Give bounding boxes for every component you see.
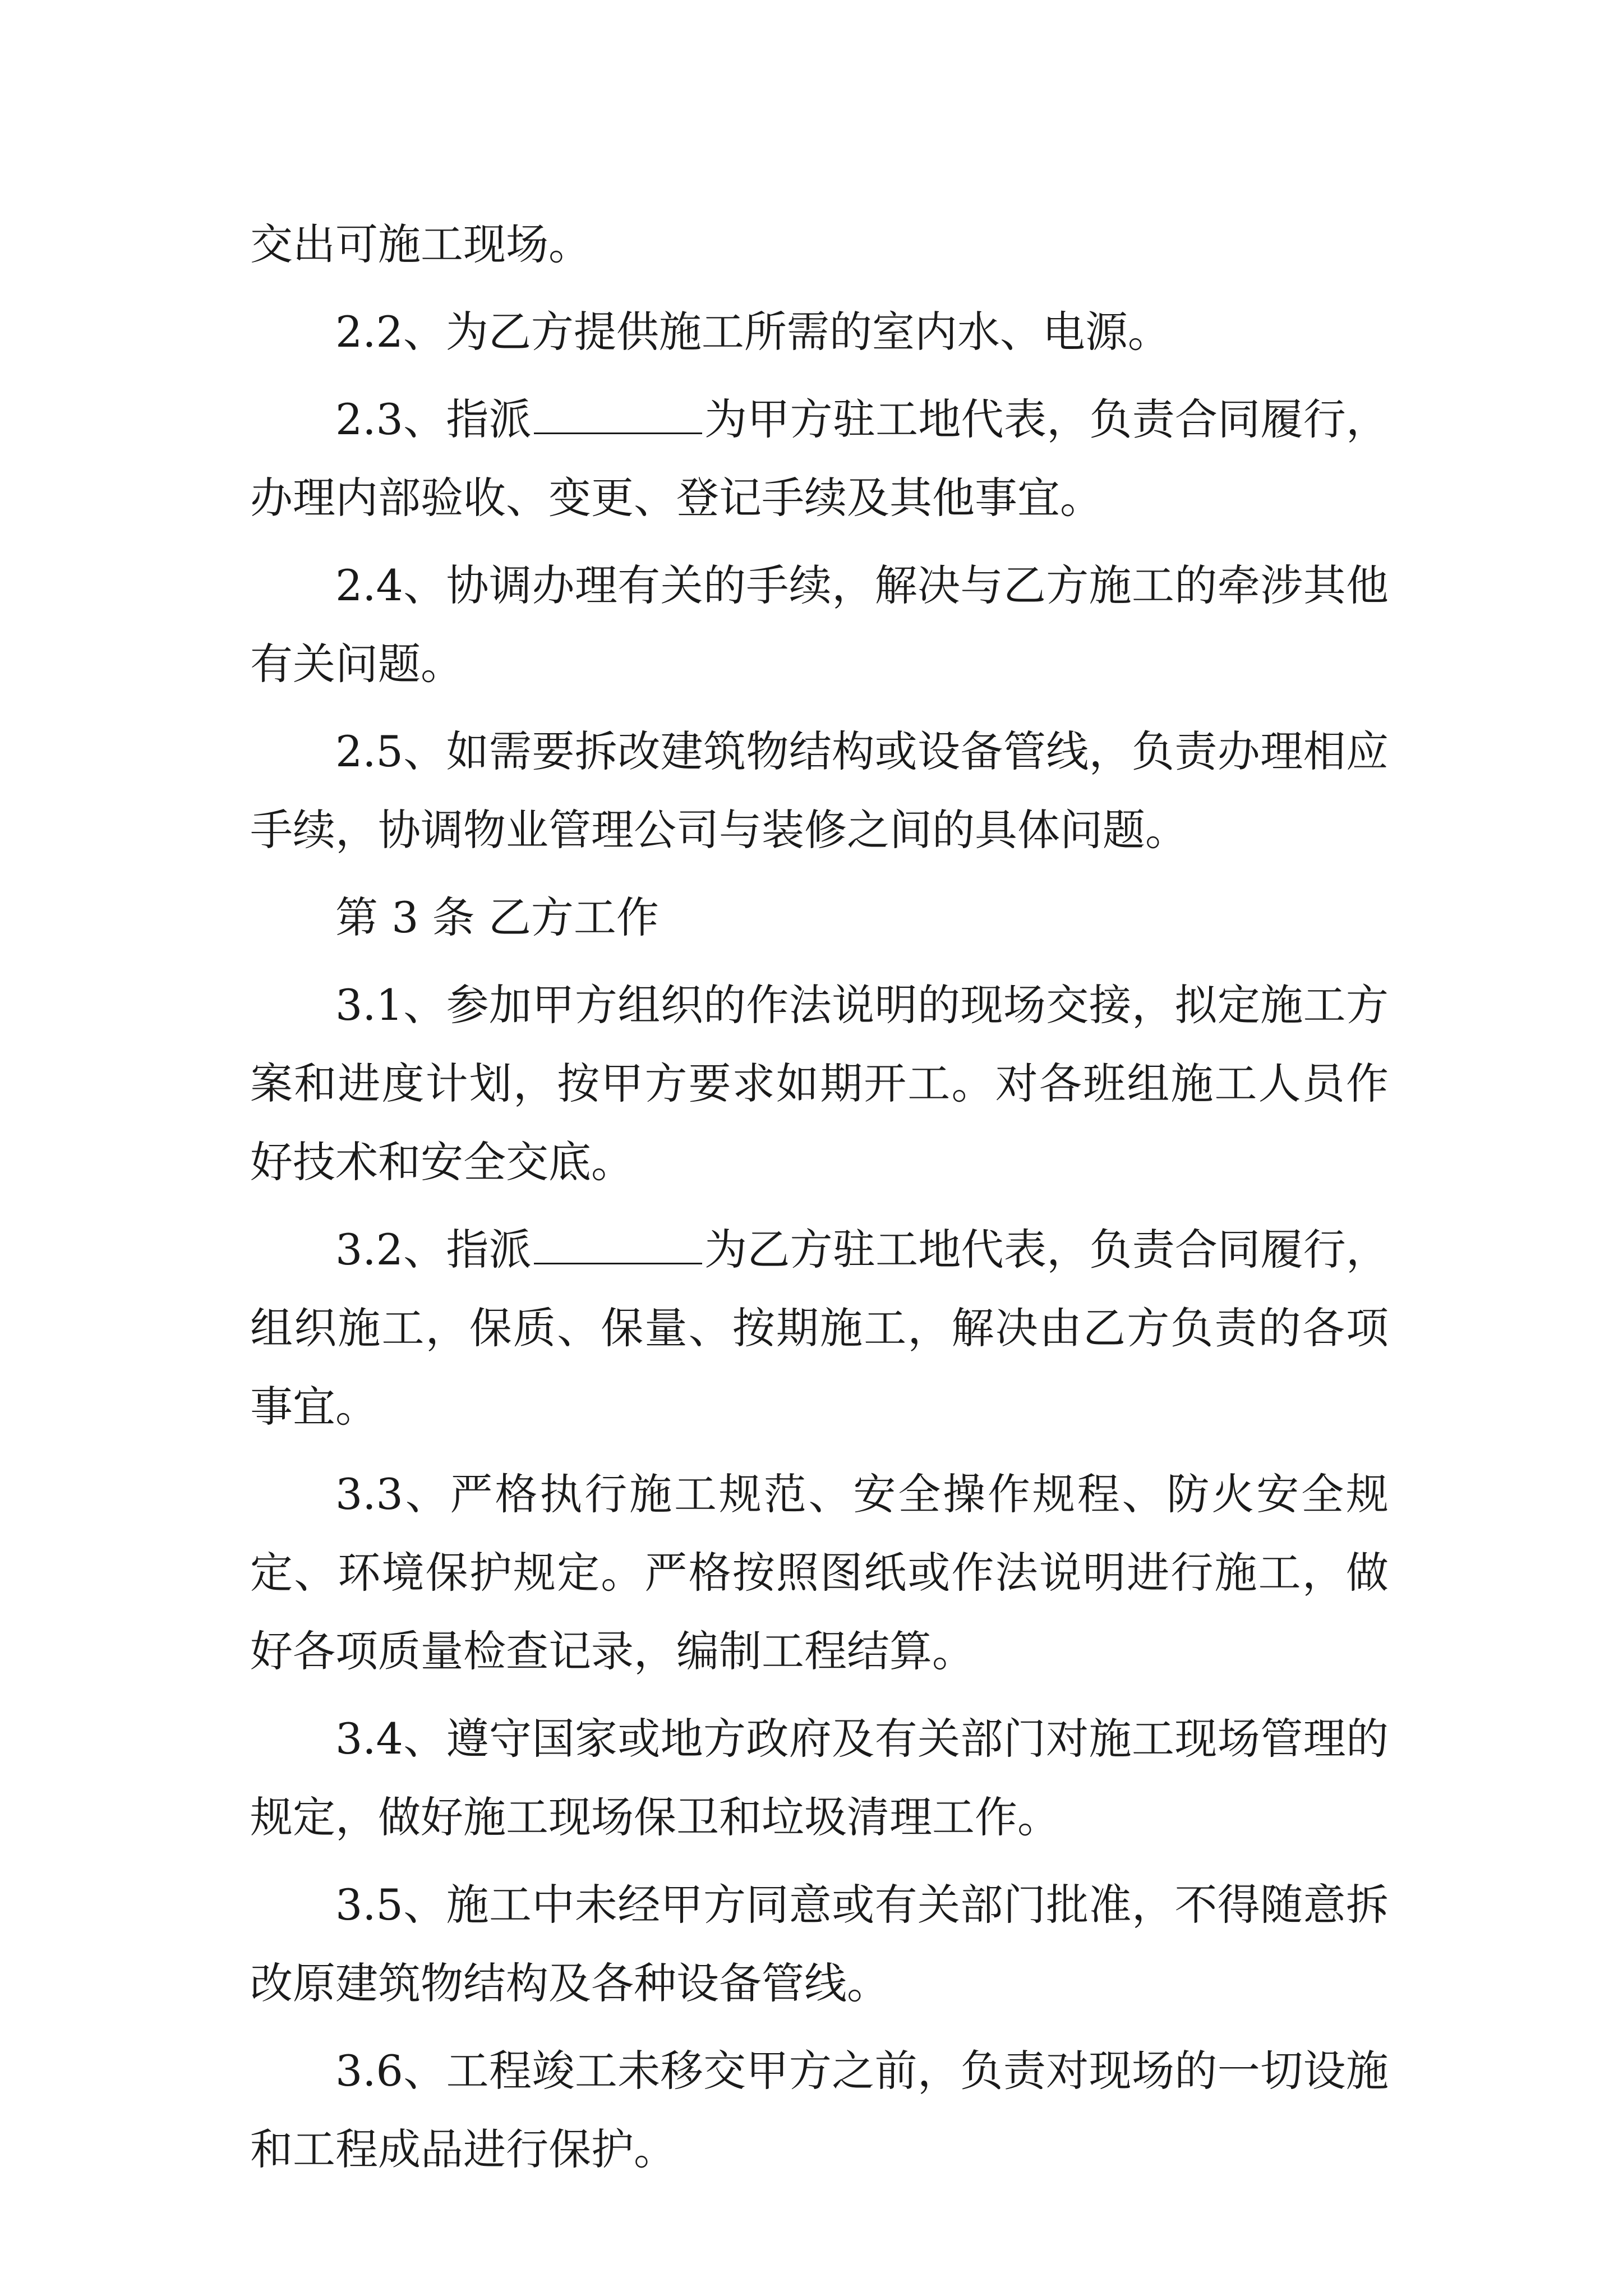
clause-2-3-text: 为甲方驻工地代表，负责合同履行，办理内部验收、变更、登记手续及其他事宜。 [250, 394, 1389, 523]
clause-3-3: 3.3、严格执行施工规范、安全操作规程、防火安全规定、环境保护规定。严格按照图纸或作法说明进行施工，做好各项质量检查记录，编制工程结算。 [250, 1469, 1389, 1676]
clause-3-2 [250, 1211, 1389, 1446]
clause-2-4: 2.4、协调办理有关的手续，解决与乙方施工的牵涉其他有关问题。 [250, 560, 1389, 689]
clause-3-4: 3.4、遵守国家或地方政府及有关部门对施工现场管理的规定，做好施工现场保卫和垃圾清理工作。 [250, 1714, 1389, 1842]
clause-3-2-text: 为乙方驻工地代表，负责合同履行，组织施工，保质、保量、按期施工，解决由乙方负责的各项事宜。 [250, 1225, 1389, 1432]
clause-3-1: 3.1、参加甲方组织的作法说明的现场交接，拟定施工方案和进度计划，按甲方要求如期开工。对各班组施工人员作好技术和安全交底。 [250, 980, 1389, 1187]
clause-2-3-prefix: 2.3、指派 [335, 394, 532, 444]
document-body [250, 205, 1389, 2198]
clause-3-5: 3.5、施工中未经甲方同意或有关部门批准，不得随意拆改原建筑物结构及各种设备管线。 [250, 1880, 1389, 2008]
clause-3-2-prefix: 3.2、指派 [335, 1225, 532, 1274]
paragraph-continuation: 交出可施工现场。 [250, 219, 591, 269]
clause-3-6: 3.6、工程竣工未移交甲方之前，负责对现场的一切设施和工程成品进行保护。 [250, 2046, 1389, 2174]
fill-in-blank-party-a-rep[interactable] [534, 399, 702, 434]
fill-in-blank-party-b-rep[interactable] [534, 1229, 702, 1264]
clause-2-5: 2.5、如需要拆改建筑物结构或设备管线，负责办理相应手续，协调物业管理公司与装修之间的具体问题。 [250, 726, 1389, 855]
clause-2-2: 2.2、为乙方提供施工所需的室内水、电源。 [335, 307, 1170, 357]
article-3-heading: 第 3 条 乙方工作 [335, 892, 659, 942]
clause-2-3 [250, 380, 1389, 537]
